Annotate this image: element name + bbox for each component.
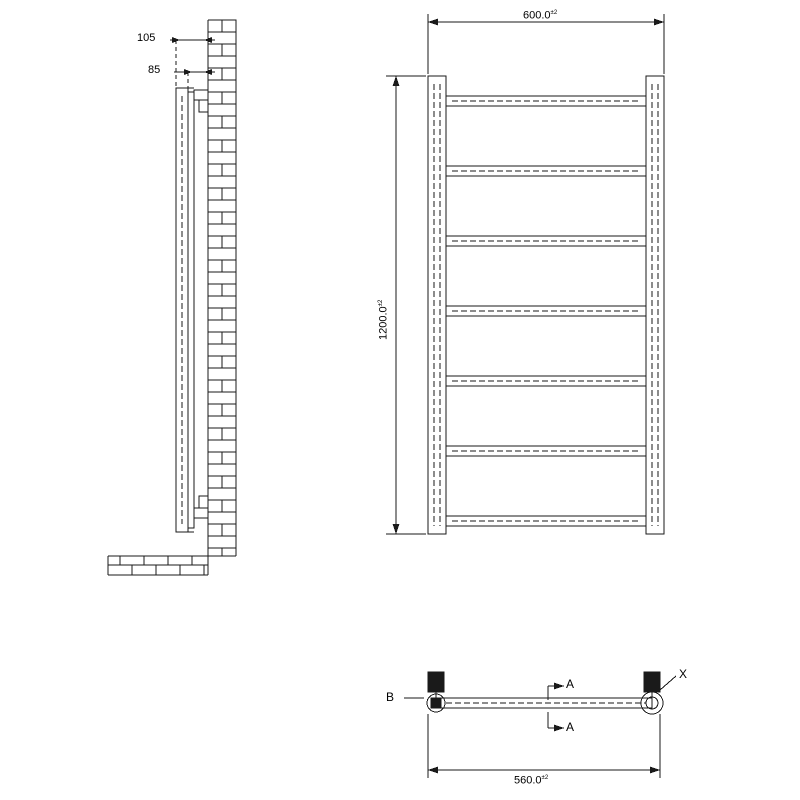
dimension-label-side-projection: 105 (137, 32, 156, 44)
tolerance-top-width: ±2 (541, 775, 549, 781)
section-mark-a-top: A (566, 677, 575, 691)
tolerance-front-height: ±2 (378, 299, 384, 307)
side-view-wall (108, 20, 236, 575)
section-mark-a-bottom: A (566, 720, 575, 734)
dimension-label-front-height: $1200.0^{\pm 2}$ (377, 299, 390, 340)
section-arrows (548, 683, 564, 732)
dimension-label-top-width: $560.0^{\pm 2}$ (514, 774, 549, 787)
front-view-radiator (428, 76, 664, 534)
top-view-radiator (404, 672, 676, 714)
top-view-dimensions (428, 714, 660, 778)
tolerance-front-width: ±2 (550, 10, 558, 16)
dimension-label-front-width: $600.0^{\pm 2}$ (523, 9, 558, 22)
side-view-radiator (176, 88, 208, 532)
dimension-label-side-bracket: 85 (148, 64, 161, 76)
detail-mark-x: X (679, 667, 688, 681)
detail-mark-b: B (386, 690, 395, 704)
